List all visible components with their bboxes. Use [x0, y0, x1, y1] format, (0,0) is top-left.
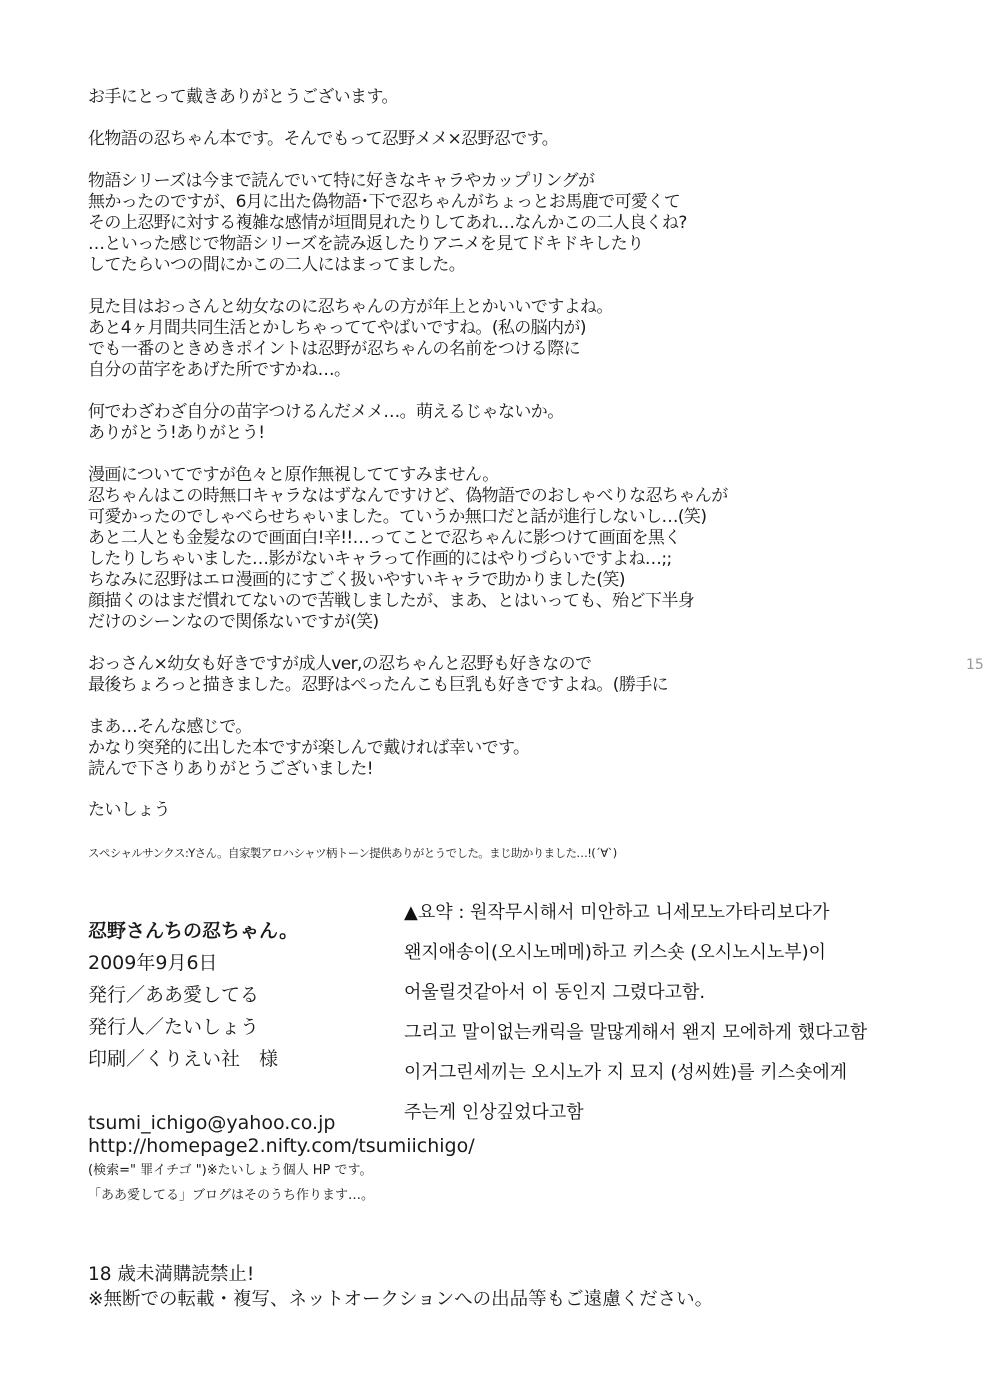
text-line: 何でわざわざ自分の苗字つけるんだメメ…。萌えるじゃないか。 [88, 402, 564, 422]
text-line: 化物語の忍ちゃん本です。そんでもって忍野メメ×忍野忍です。 [88, 129, 559, 149]
text-line: 顔描くのはまだ慣れてないので苦戦しましたが、まあ、とはいっても、殆ど下半身 [88, 591, 695, 611]
email: tsumi_ichigo@yahoo.co.jp [88, 1112, 336, 1134]
text-line: 無かったのですが、6月に出た偽物語･下で忍ちゃんがちょっとお馬鹿で可愛くて [88, 192, 681, 212]
text-line: 忍ちゃんはこの時無口キャラなはずなんですけど、偽物語でのおしゃべりな忍ちゃんが [88, 486, 728, 506]
special-thanks: スペシャルサンクス:Yさん。自家製アロハシャツ柄トーン提供ありがとうでした。まじ助かりました…!(´∀`) [88, 846, 617, 860]
text-line: あと二人とも金髪なので画面白!辛!!…ってことで忍ちゃんに影つけて画面を黒く [88, 528, 681, 548]
afterword-paragraph-6 [88, 465, 728, 633]
text-line: ちなみに忍野はエロ漫画的にすごく扱いやすいキャラで助かりました(笑) [88, 570, 625, 590]
text-line: 漫画についてですが色々と原作無視しててすみません。 [88, 465, 499, 485]
afterword-paragraph-4 [88, 297, 613, 381]
text-line: だけのシーンなので関係ないですが(笑) [88, 612, 379, 632]
contact-info [88, 1112, 475, 1208]
text-line: してたらいつの間にかこの二人にはまってました。 [88, 255, 466, 275]
text-line: 可愛かったのでしゃべらせちゃいました。ていうか無口だと話が進行しないし…(笑) [88, 507, 707, 527]
reproduction-warning: ※無断での転載・複写、ネットオークションへの出品等もご遠慮ください。 [88, 1289, 714, 1310]
publisher: 発行／ああ愛してる [88, 984, 260, 1006]
translator-note-line: 왠지애송이(오시노메메)하고 키스숏 (오시노시노부)이 [404, 942, 827, 963]
legal-warnings [88, 1262, 713, 1312]
text-line: たいしょう [88, 800, 170, 820]
book-title: 忍野さんちの忍ちゃん。 [88, 920, 299, 942]
afterword-paragraph-3 [88, 171, 687, 276]
afterword-paragraph-8 [88, 717, 529, 780]
translator-note-line: 그리고 말이없는캐릭을 말많게해서 왠지 모에하게 했다고함 [404, 1022, 868, 1043]
text-line: ありがとう!ありがとう! [88, 423, 265, 443]
age-warning: 18 歳未満購読禁止! [88, 1264, 255, 1285]
issuer: 発行人／たいしょう [88, 1016, 260, 1038]
text-line: …といった感じで物語シリーズを読み返したりアニメを見てドキドキしたり [88, 234, 644, 254]
homepage-url: http://homepage2.nifty.com/tsumiichigo/ [88, 1135, 475, 1157]
search-note: (検索=" 罪イチゴ ")※たいしょう個人 HP です。 [88, 1163, 373, 1178]
colophon [88, 915, 298, 1075]
text-line: かなり突発的に出した本ですが楽しんで戴ければ幸いです。 [88, 738, 530, 758]
text-line: でも一番のときめきポイントは忍野が忍ちゃんの名前をつける際に [88, 339, 580, 359]
printer: 印刷／くりえい社 様 [88, 1048, 279, 1070]
text-line: 物語シリーズは今まで読んでいて特に好きなキャラやカップリングが [88, 171, 595, 191]
text-line: したりしちゃいました…影がないキャラって作画的にはやりづらいですよね…;; [88, 549, 672, 569]
afterword-paragraph-2 [88, 129, 558, 150]
text-line: あと4ヶ月間共同生活とかしちゃっててやばいですね。(私の脳内が) [88, 318, 586, 338]
text-line: お手にとって戴きありがとうございます。 [88, 87, 398, 107]
text-line: 最後ちょろっと描きました。忍野はぺったんこも巨乳も好きですよね。(勝手に [88, 675, 669, 695]
text-line: おっさん×幼女も好きですが成人ver,の忍ちゃんと忍野も好きなので [88, 654, 592, 674]
page-number: 15 [966, 657, 984, 673]
text-line: 見た目はおっさんと幼女なのに忍ちゃんの方が年上とかいいですよね。 [88, 297, 613, 317]
blog-note: 「ああ愛してる」ブログはそのうち作ります…。 [88, 1188, 375, 1203]
text-line: まあ…そんな感じで。 [88, 717, 252, 737]
afterword-paragraph-1 [88, 87, 398, 108]
translator-note [404, 893, 867, 1133]
text-line: 自分の苗字をあげた所ですかね…。 [88, 360, 351, 380]
text-line: 読んで下さりありがとうございました! [88, 759, 374, 779]
translator-note-line: 주는게 인상깊었다고함 [404, 1102, 584, 1123]
afterword-paragraph-5 [88, 402, 564, 444]
afterword-paragraph-7 [88, 654, 668, 696]
text-line: その上忍野に対する複雑な感情が垣間見れたりしてあれ…なんかこの二人良くね? [88, 213, 687, 233]
author-signature [88, 800, 170, 821]
translator-note-line: 어울릴것같아서 이 동인지 그렸다고함. [404, 982, 706, 1003]
publish-date: 2009年9月6日 [88, 952, 218, 974]
translator-note-line: 이거그린세끼는 오시노가 지 묘지 (성씨姓)를 키스숏에게 [404, 1062, 848, 1083]
translator-note-line: ▲요약 : 원작무시해서 미안하고 니세모노가타리보다가 [404, 902, 830, 923]
